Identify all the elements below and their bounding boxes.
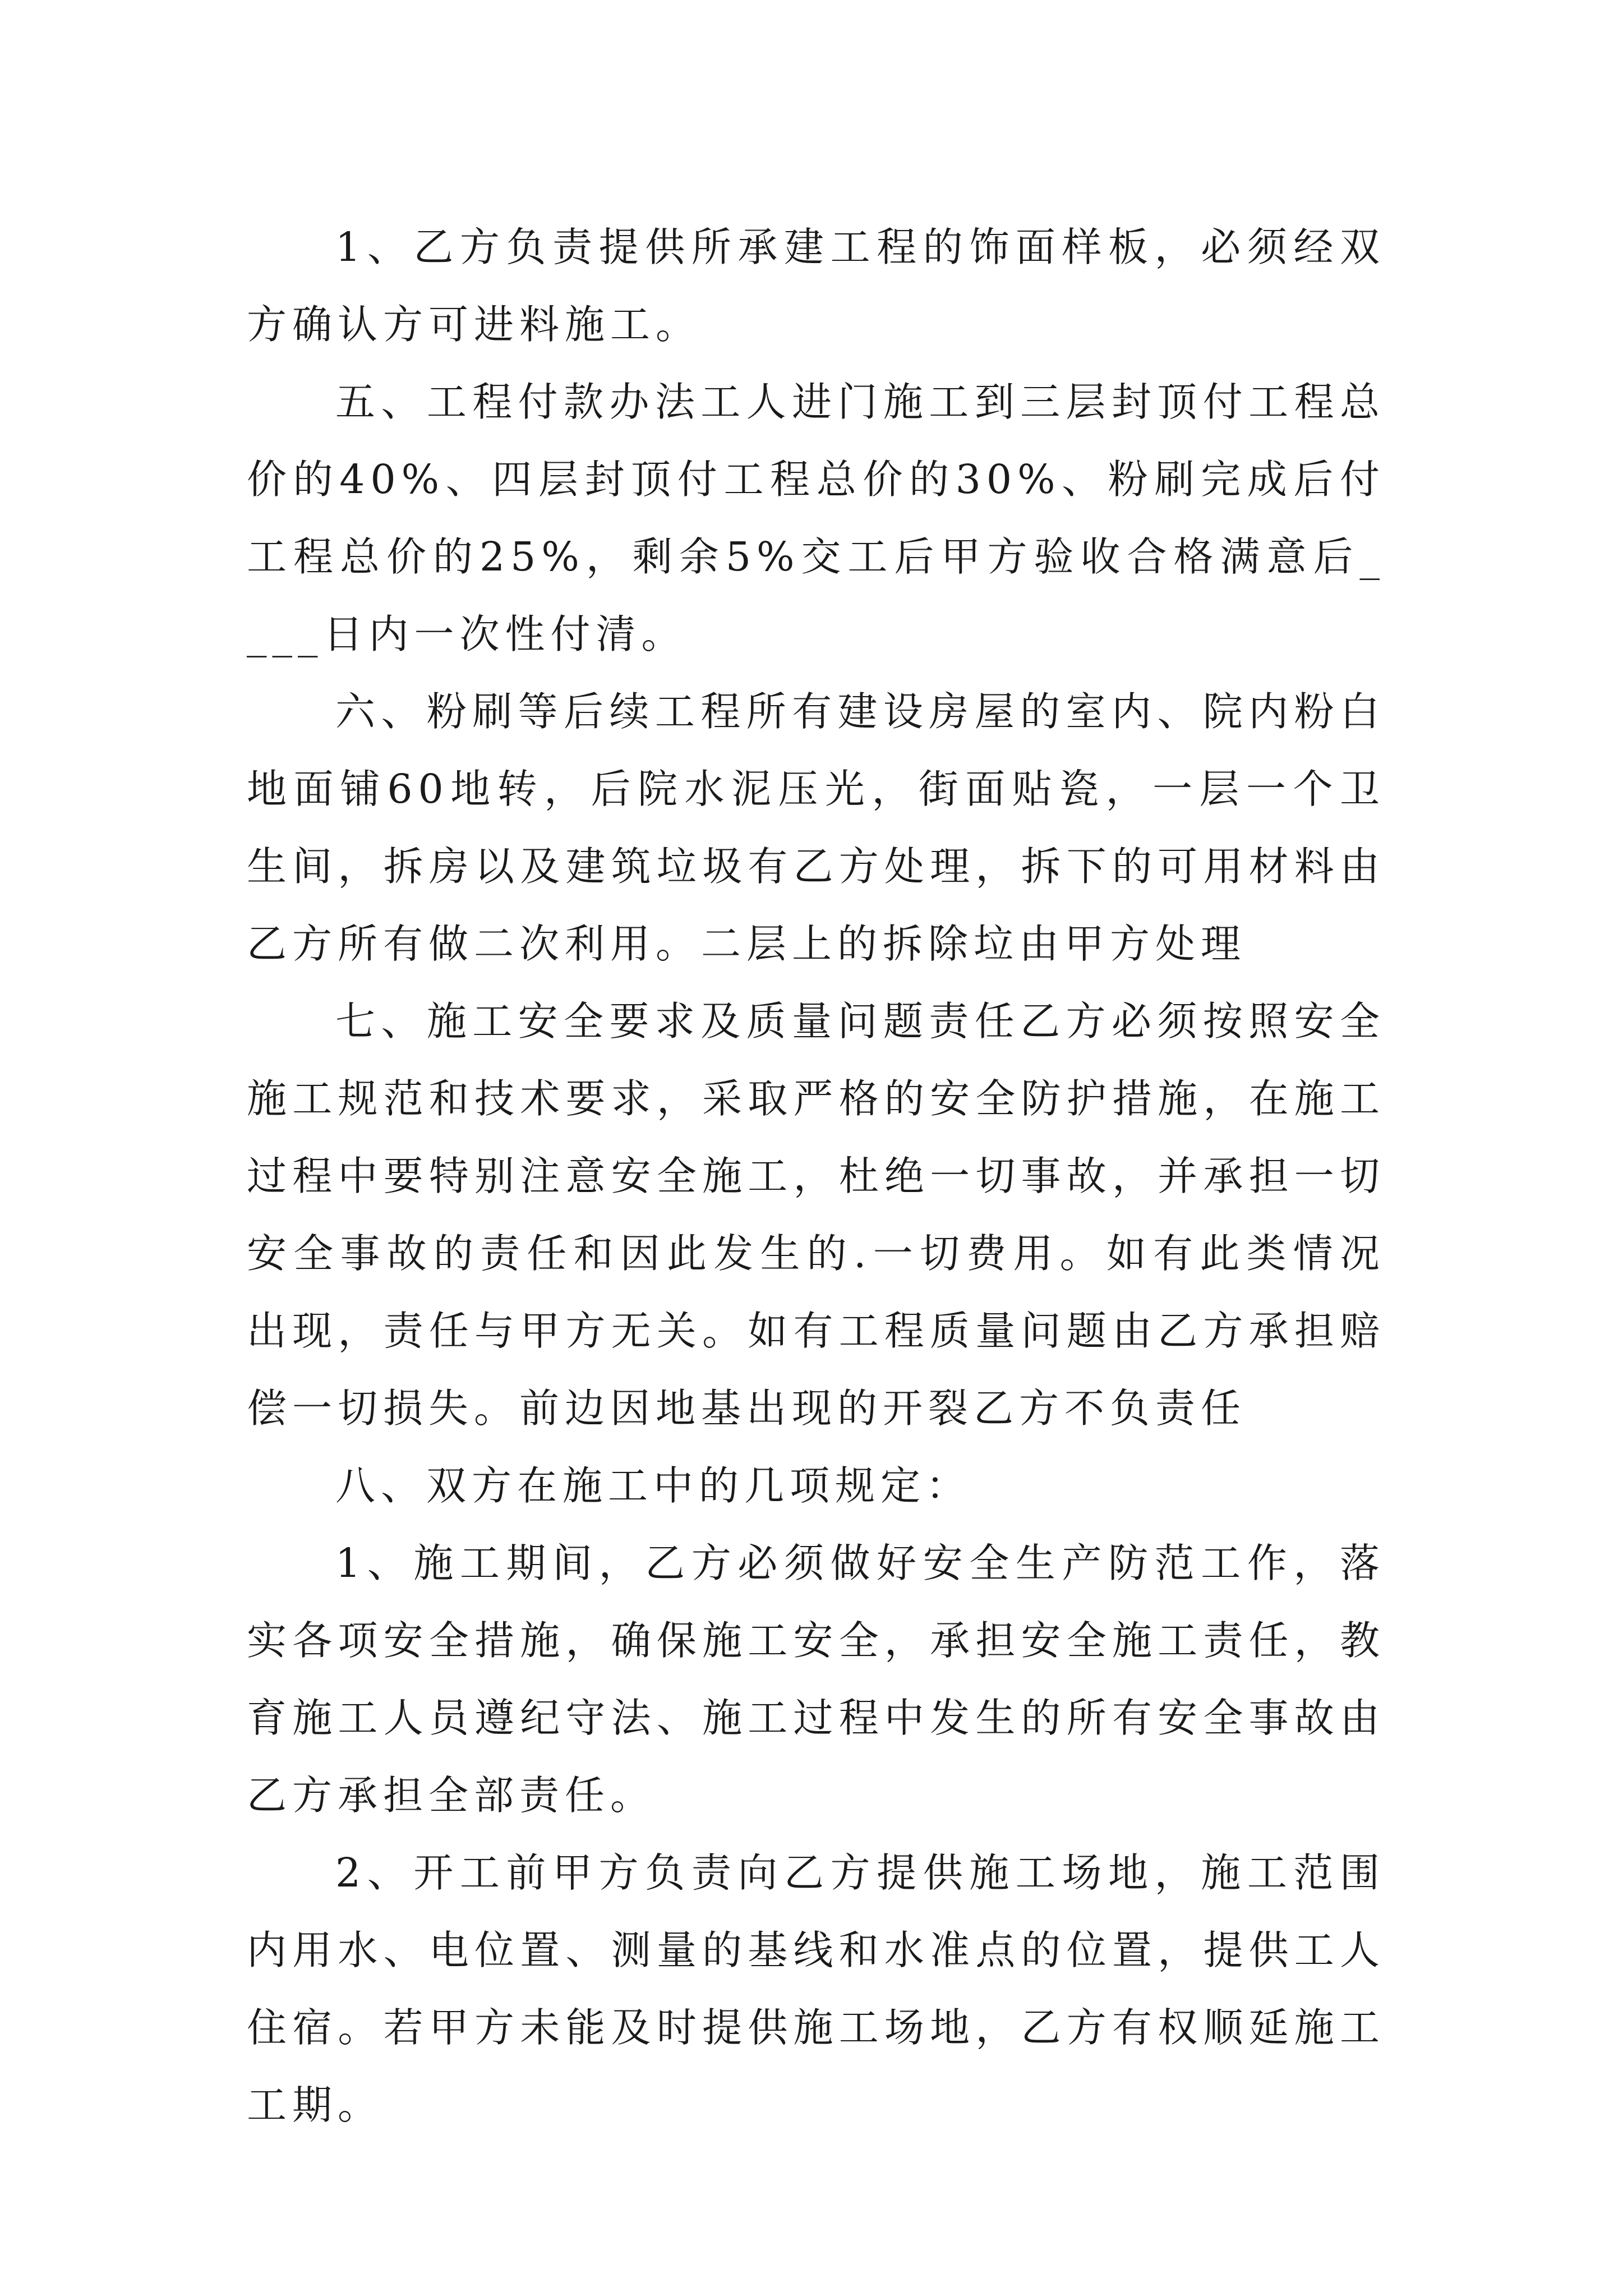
paragraph-construction-safety: 1、施工期间，乙方必须做好安全生产防范工作，落实各项安全措施，确保施工安全，承担安全施工责任，教育施工人员遵纪守法、施工过程中发生的所有安全事故由乙方承担全部责任。 [247, 1540, 1385, 1819]
paragraph-site-provision: 2、开工前甲方负责向乙方提供施工场地，施工范围内用水、电位置、测量的基线和水准点的位置，提供工人住宿。若甲方未能及时提供施工场地，乙方有权顺延施工工期。 [247, 1849, 1385, 2128]
paragraph-follow-up-works: 六、粉刷等后续工程所有建设房屋的室内、院内粉白地面铺60地转，后院水泥压光，街面贴瓷，一层一个卫生间，拆房以及建筑垃圾有乙方处理，拆下的可用材料由乙方所有做二次利用。二层上的拆除垃由甲方处理 [247, 688, 1385, 967]
paragraph-payment-method: 五、工程付款办法工人进门施工到三层封顶付工程总价的40%、四层封顶付工程总价的30%、粉刷完成后付工程总价的25%，剩余5%交工后甲方验收合格满意后____日内一次性付清。 [247, 379, 1385, 657]
paragraph-regulations-heading: 八、双方在施工中的几项规定： [335, 1462, 972, 1509]
paragraph-safety-quality: 七、施工安全要求及质量问题责任乙方必须按照安全施工规范和技术要求，采取严格的安全防护措施，在施工过程中要特别注意安全施工，杜绝一切事故，并承担一切安全事故的责任和因此发生的.一切费用。如有此类情况出现，责任与甲方无关。如有工程质量问题由乙方承担赔偿一切损失。前边因地基出现的开裂乙方不负责任 [247, 998, 1385, 1432]
paragraph-sample-board: 1、乙方负责提供所承建工程的饰面样板，必须经双方确认方可进料施工。 [247, 224, 1385, 348]
document-body [247, 209, 1385, 2144]
